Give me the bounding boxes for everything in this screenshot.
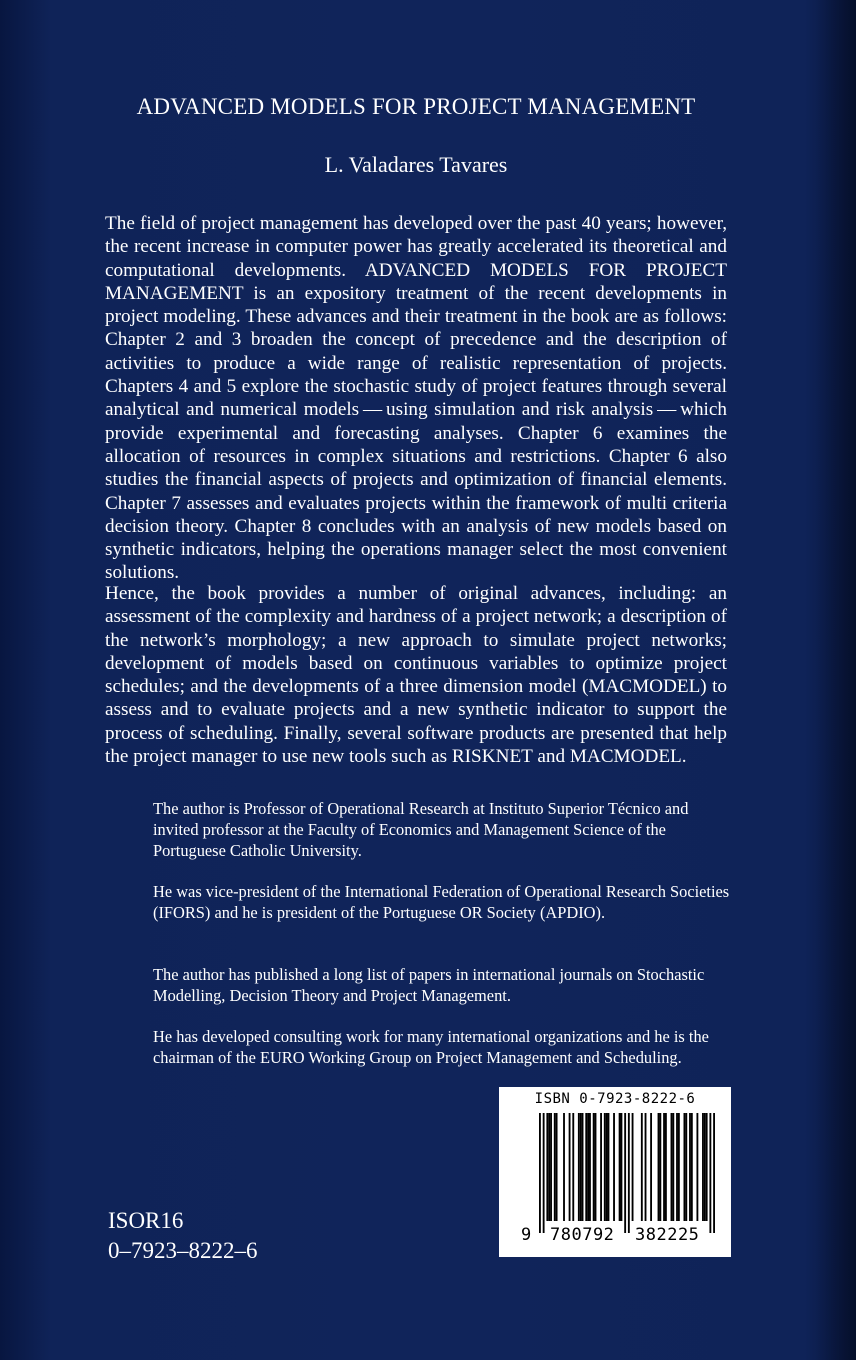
barcode-bar: [684, 1113, 686, 1221]
barcode-bar: [563, 1113, 565, 1221]
barcode-bar: [685, 1113, 687, 1221]
barcode-bar: [672, 1113, 674, 1221]
barcode-bar: [595, 1113, 597, 1221]
barcode-bar: [593, 1113, 595, 1221]
barcode-right-digits: 382225: [635, 1225, 700, 1245]
barcode-bar: [587, 1113, 589, 1221]
barcode-bar: [704, 1113, 706, 1221]
barcode-bar: [676, 1113, 678, 1221]
barcode-bars: [539, 1113, 715, 1233]
author-bio-paragraph-3: The author has published a long list of papers in international journals on Stochastic Modelling, Decision Theory and Project Management.: [153, 965, 705, 1005]
barcode-bar: [665, 1113, 667, 1221]
author-bio-paragraph-2: He was vice-president of the International Federation of Operational Research Societies (IFORS) and he is president of the Portuguese OR Society (APDIO).: [153, 882, 730, 922]
series-isbn: 0–7923–8222–6: [108, 1238, 258, 1263]
barcode-bar: [613, 1113, 615, 1221]
barcode-bar: [706, 1113, 708, 1221]
barcode-bar: [689, 1113, 691, 1221]
barcode-bar: [569, 1113, 571, 1221]
barcode-bar: [632, 1113, 634, 1221]
barcode-bar: [678, 1113, 680, 1221]
isbn-barcode: [499, 1087, 731, 1257]
barcode-bar: [696, 1113, 698, 1221]
barcode-bar: [550, 1113, 552, 1221]
author-bio-paragraph-1: The author is Professor of Operational Research at Instituto Superior Técnico and invited professor at the Faculty of Economics and Management Science of the Portuguese Catholic University.: [153, 799, 689, 860]
series-info: [108, 1206, 258, 1266]
barcode-isbn-label: ISBN 0-7923-8222-6: [534, 1091, 696, 1107]
barcode-bar: [659, 1113, 661, 1221]
barcode-bar: [691, 1113, 693, 1221]
barcode-bar: [621, 1113, 623, 1221]
barcode-bar: [539, 1113, 541, 1233]
book-author: L. Valadares Tavares: [324, 152, 508, 177]
barcode-lead-digit: 9: [521, 1225, 532, 1245]
barcode-bar: [548, 1113, 550, 1221]
barcode-bar: [582, 1113, 584, 1221]
spine-shadow: [816, 0, 856, 1360]
barcode-bar: [713, 1113, 715, 1233]
barcode-bar: [628, 1113, 630, 1233]
series-code: ISOR16: [108, 1208, 184, 1233]
barcode-bar: [658, 1113, 660, 1221]
barcode-bar: [641, 1113, 643, 1221]
barcode-bar: [608, 1113, 610, 1221]
barcode-bar: [619, 1113, 621, 1221]
barcode-bar: [624, 1113, 626, 1233]
barcode-bar: [600, 1113, 602, 1221]
barcode-bar: [556, 1113, 558, 1221]
barcode-bar: [585, 1113, 587, 1221]
barcode-bar: [578, 1113, 580, 1221]
barcode-left-digits: 780792: [550, 1225, 615, 1245]
book-title: ADVANCED MODELS FOR PROJECT MANAGEMENT: [136, 94, 696, 119]
barcode-bar: [546, 1113, 548, 1221]
barcode-bar: [572, 1113, 574, 1221]
author-bio-paragraph-4: He has developed consulting work for many international organizations and he is the chairman of the EURO Working Group on Project Management and Scheduling.: [153, 1027, 709, 1067]
description-paragraph-1: The field of project management has developed over the past 40 years; however, the recent increase in computer power has greatly accelerated its theoretical and computational developments. ADVANCED MODELS FOR PROJECT MANAGEMENT is an expository treatment of the recent developments in project modeling. These advances and their treatment in the book are as follows: Chapter 2 and 3 broaden the concept of precedence and the description of activities to produce a wide range of realistic representation of projects. Chapters 4 and 5 explore the stochastic study of project features through several analytical and numerical models — using simulation and risk analysis — which provide experimental and forecasting analyses. Chapter 6 examines the allocation of resources in complex situations and restrictions. Chapter 6 also studies the financial aspects of projects and optimization of financial elements. Chapter 7 assesses and evaluates projects within the framework of multi criteria decision theory. Chapter 8 concludes with an analysis of new models based on synthetic indicators, helping the operations manager select the most convenient solutions.: [105, 213, 727, 584]
barcode-bar: [543, 1113, 545, 1233]
barcode-bar: [580, 1113, 582, 1221]
barcode-bar: [702, 1113, 704, 1221]
barcode-bar: [589, 1113, 591, 1221]
barcode-bar: [606, 1113, 608, 1221]
barcode-bar: [645, 1113, 647, 1221]
barcode-bar: [671, 1113, 673, 1221]
barcode-bar: [650, 1113, 652, 1221]
barcode-bar: [663, 1113, 665, 1221]
barcode-bar: [554, 1113, 556, 1221]
description-paragraph-2: Hence, the book provides a number of original advances, including: an assessment of the complexity and hardness of a project network; a description of the network’s morphology; a new approach to simulate project networks; development of models based on continuous variables to optimize project schedules; and the developments of a three dimension model (MACMODEL) to assess and to evaluate projects and a new synthetic indicator to support the process of scheduling. Finally, several software products are presented that help the project manager to use new tools such as RISKNET and MACMODEL.: [105, 583, 727, 768]
barcode-bar: [604, 1113, 606, 1221]
barcode-bar: [709, 1113, 711, 1233]
